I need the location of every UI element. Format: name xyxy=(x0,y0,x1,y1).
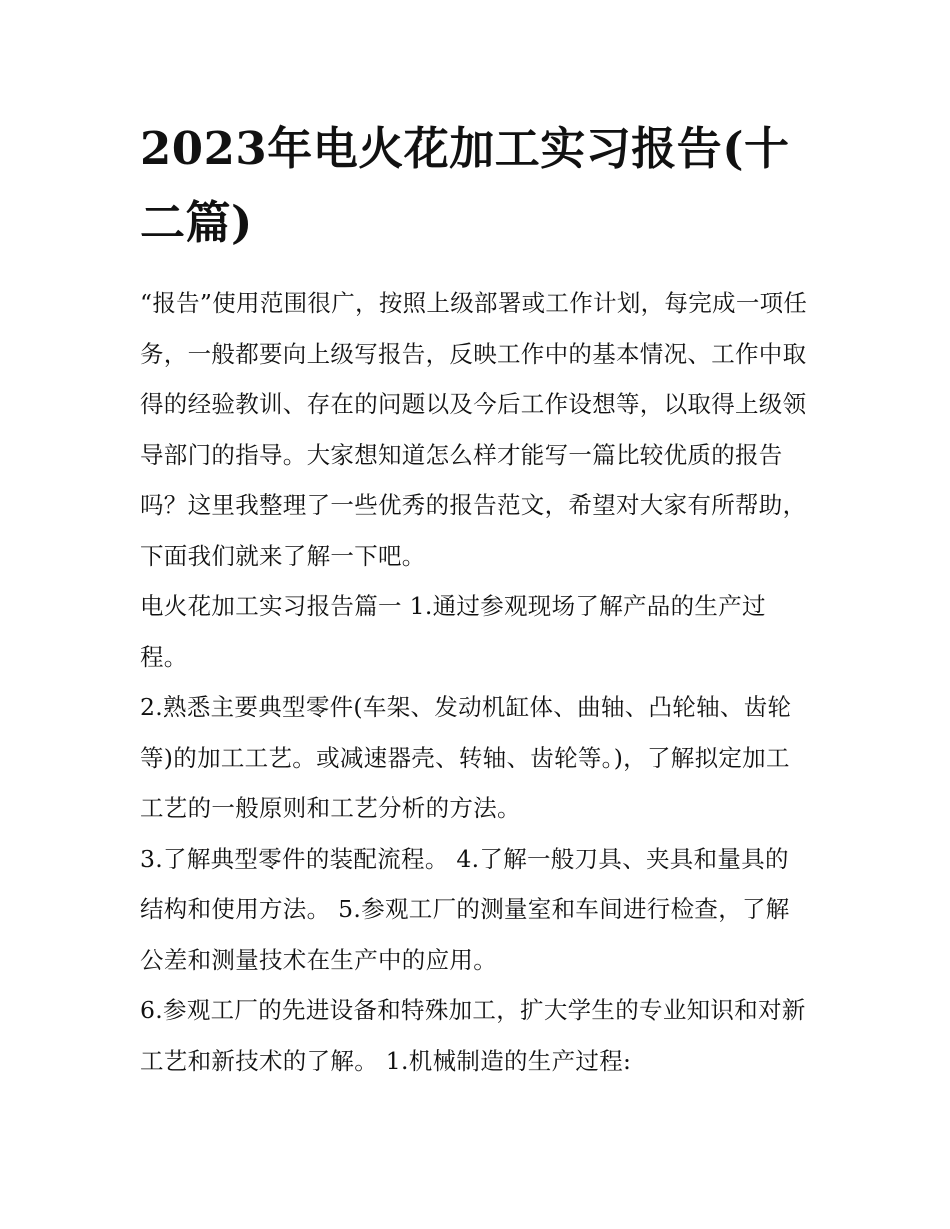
body-paragraph: 电火花加工实习报告篇一 1.通过参观现场了解产品的生产过程。 xyxy=(140,592,766,671)
intro-paragraph: “报告”使用范围很广，按照上级部署或工作计划，每完成一项任务，一般都要向上级写报告，反映工作中的基本情况、工作中取得的经验教训、存在的问题以及今后工作设想等，以取得上级领导部门的指导。大家想知道怎么样才能写一篇比较优质的报告吗？这里我整理了一些优秀的报告范文，希望对大家有所帮助，下面我们就来了解一下吧。 xyxy=(140,289,808,570)
body-paragraph: 3.了解典型零件的装配流程。 4.了解一般刀具、夹具和量具的结构和使用方法。 5.参观工厂的测量室和车间进行检查，了解公差和测量技术在生产中的应用。 xyxy=(140,844,790,974)
document-page xyxy=(140,112,812,1086)
body-paragraph: 6.参观工厂的先进设备和特殊加工，扩大学生的专业知识和对新工艺和新技术的了解。 1.机械制造的生产过程: xyxy=(140,996,806,1075)
document-title: 2023年电火花加工实习报告(十二篇) xyxy=(140,122,790,249)
body-paragraph: 2.熟悉主要典型零件(车架、发动机缸体、曲轴、凸轮轴、齿轮等)的加工工艺。或减速器壳、转轴、齿轮等。)，了解拟定加工工艺的一般原则和工艺分析的方法。 xyxy=(140,693,792,822)
